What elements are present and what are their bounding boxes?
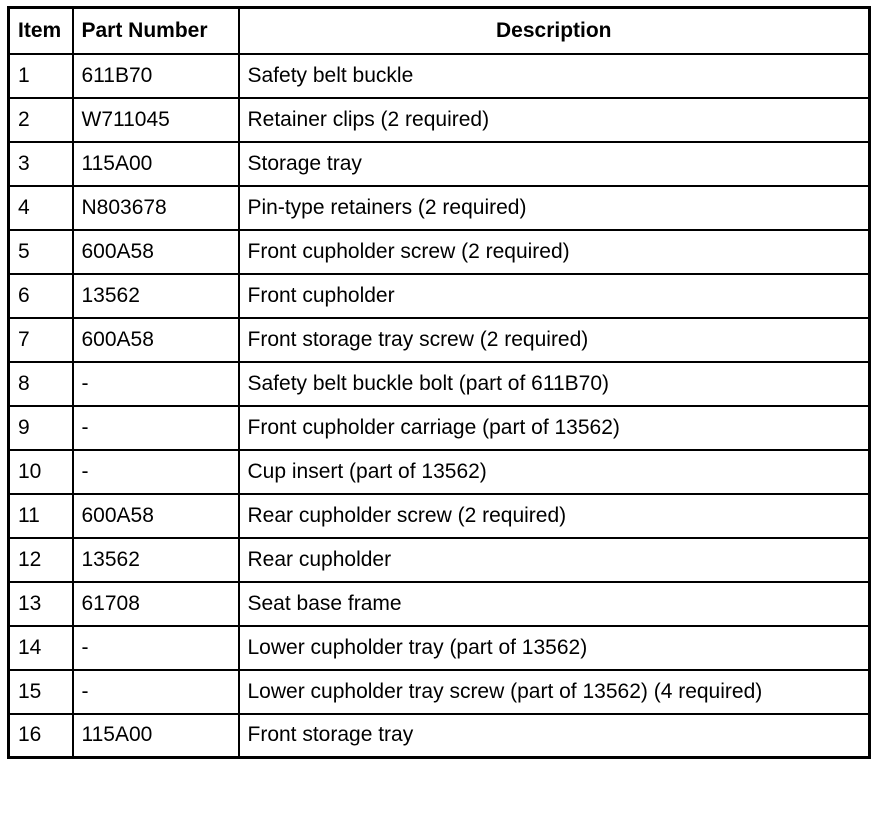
header-row [9, 8, 870, 54]
item-cell: 4 [9, 186, 73, 230]
table-header [9, 8, 870, 54]
item-cell: 15 [9, 670, 73, 714]
item-cell: 13 [9, 582, 73, 626]
item-cell: 16 [9, 714, 73, 758]
item-cell: 2 [9, 98, 73, 142]
part-number-cell: N803678 [73, 186, 239, 230]
part-number-cell: 600A58 [73, 494, 239, 538]
part-number-column-header: Part Number [73, 8, 239, 54]
description-cell: Lower cupholder tray screw (part of 13562) (4 required) [239, 670, 870, 714]
table-row [9, 714, 870, 758]
part-number-cell: - [73, 362, 239, 406]
item-cell: 5 [9, 230, 73, 274]
table-row [9, 582, 870, 626]
table-row [9, 142, 870, 186]
item-cell: 3 [9, 142, 73, 186]
description-cell: Retainer clips (2 required) [239, 98, 870, 142]
description-cell: Pin-type retainers (2 required) [239, 186, 870, 230]
part-number-cell: 13562 [73, 274, 239, 318]
item-column-header: Item [9, 8, 73, 54]
part-number-cell: 61708 [73, 582, 239, 626]
part-number-cell: 600A58 [73, 318, 239, 362]
table-row [9, 406, 870, 450]
description-cell: Cup insert (part of 13562) [239, 450, 870, 494]
description-cell: Front storage tray [239, 714, 870, 758]
part-number-cell: 600A58 [73, 230, 239, 274]
part-number-cell: 115A00 [73, 142, 239, 186]
table-row [9, 274, 870, 318]
description-cell: Front cupholder carriage (part of 13562) [239, 406, 870, 450]
part-number-cell: - [73, 406, 239, 450]
description-cell: Rear cupholder [239, 538, 870, 582]
description-column-header: Description [239, 8, 870, 54]
parts-table [7, 6, 871, 759]
description-cell: Safety belt buckle [239, 54, 870, 98]
table-body [9, 54, 870, 758]
item-cell: 12 [9, 538, 73, 582]
description-cell: Front storage tray screw (2 required) [239, 318, 870, 362]
description-cell: Storage tray [239, 142, 870, 186]
item-cell: 1 [9, 54, 73, 98]
description-cell: Safety belt buckle bolt (part of 611B70) [239, 362, 870, 406]
part-number-cell: - [73, 450, 239, 494]
table-row [9, 362, 870, 406]
description-cell: Front cupholder screw (2 required) [239, 230, 870, 274]
item-cell: 7 [9, 318, 73, 362]
table-row [9, 230, 870, 274]
part-number-cell: 115A00 [73, 714, 239, 758]
description-cell: Seat base frame [239, 582, 870, 626]
description-cell: Lower cupholder tray (part of 13562) [239, 626, 870, 670]
part-number-cell: - [73, 626, 239, 670]
table-row [9, 318, 870, 362]
table-row [9, 186, 870, 230]
item-cell: 9 [9, 406, 73, 450]
table-row [9, 670, 870, 714]
item-cell: 14 [9, 626, 73, 670]
part-number-cell: 611B70 [73, 54, 239, 98]
item-cell: 6 [9, 274, 73, 318]
item-cell: 10 [9, 450, 73, 494]
description-cell: Front cupholder [239, 274, 870, 318]
part-number-cell: W711045 [73, 98, 239, 142]
item-cell: 8 [9, 362, 73, 406]
part-number-cell: - [73, 670, 239, 714]
item-cell: 11 [9, 494, 73, 538]
table-row [9, 626, 870, 670]
table-row [9, 538, 870, 582]
table-row [9, 54, 870, 98]
description-cell: Rear cupholder screw (2 required) [239, 494, 870, 538]
part-number-cell: 13562 [73, 538, 239, 582]
table-row [9, 494, 870, 538]
table-row [9, 450, 870, 494]
table-row [9, 98, 870, 142]
